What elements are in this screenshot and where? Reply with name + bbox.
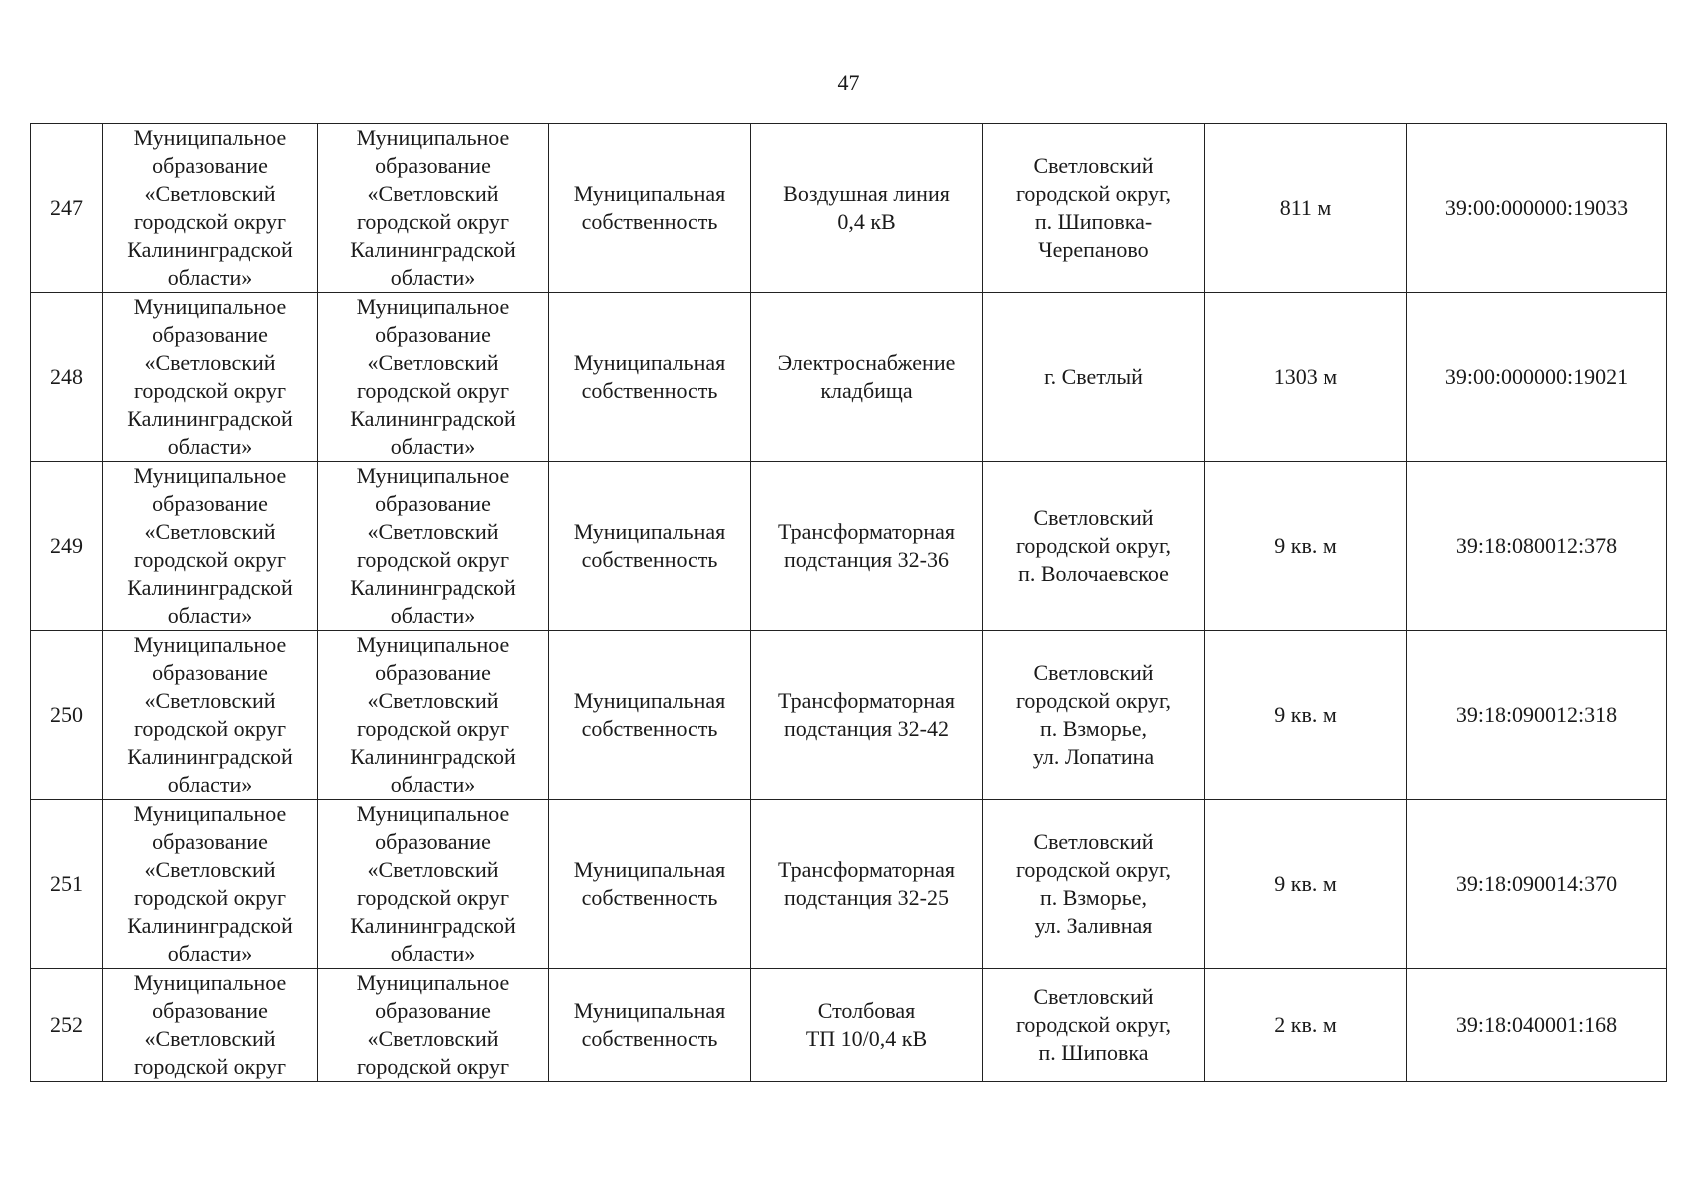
cadastral-number-cell — [1407, 800, 1667, 969]
cadastral-number-cell-text: 39:18:090012:318 — [1455, 702, 1618, 727]
row-number-cell — [31, 800, 103, 969]
cadastral-number-cell-text: 39:00:000000:19033 — [1444, 195, 1629, 220]
ownership-type-cell — [549, 462, 751, 631]
ownership-type-cell-text: Муниципальная собственность — [573, 519, 726, 572]
object-name-cell-text: Электроснабжение кладбища — [777, 350, 956, 403]
size-cell — [1205, 462, 1407, 631]
address-cell-text: Светловский городской округ, п. Взморье, ул. Заливная — [1015, 829, 1172, 938]
address-cell — [983, 969, 1205, 1082]
cadastral-number-cell — [1407, 969, 1667, 1082]
object-name-cell — [751, 462, 983, 631]
size-cell — [1205, 969, 1407, 1082]
ownership-type-cell — [549, 969, 751, 1082]
holder-cell — [103, 800, 318, 969]
owner-cell-text: Муниципальное образование «Светловский городской округ — [356, 970, 510, 1079]
size-cell — [1205, 124, 1407, 293]
holder-cell-text: Муниципальное образование «Светловский городской округ Калининградской области» — [127, 463, 293, 628]
table-row — [31, 969, 1667, 1082]
address-cell — [983, 631, 1205, 800]
owner-cell-text: Муниципальное образование «Светловский городской округ Калининградской области» — [350, 463, 516, 628]
size-cell-text: 9 кв. м — [1274, 702, 1337, 727]
cadastral-number-cell-text: 39:18:090014:370 — [1455, 871, 1618, 896]
cadastral-number-cell-text: 39:18:040001:168 — [1455, 1012, 1618, 1037]
table-row — [31, 462, 1667, 631]
table-row — [31, 293, 1667, 462]
holder-cell — [103, 631, 318, 800]
row-number-cell-text: 249 — [50, 533, 83, 558]
address-cell — [983, 293, 1205, 462]
holder-cell-text: Муниципальное образование «Светловский городской округ — [133, 970, 287, 1079]
cadastral-number-cell — [1407, 293, 1667, 462]
address-cell-text: Светловский городской округ, п. Взморье, ул. Лопатина — [1015, 660, 1172, 769]
holder-cell-text: Муниципальное образование «Светловский городской округ Калининградской области» — [127, 801, 293, 966]
page-number: 47 — [837, 70, 860, 95]
row-number-cell — [31, 631, 103, 800]
row-number-cell — [31, 969, 103, 1082]
row-number-cell-text: 251 — [50, 871, 83, 896]
row-number-cell-text: 248 — [50, 364, 83, 389]
row-number-cell — [31, 293, 103, 462]
ownership-type-cell-text: Муниципальная собственность — [573, 857, 726, 910]
address-cell-text: Светловский городской округ, п. Шиповка- Черепаново — [1015, 153, 1172, 262]
ownership-type-cell-text: Муниципальная собственность — [573, 181, 726, 234]
owner-cell-text: Муниципальное образование «Светловский городской округ Калининградской области» — [350, 125, 516, 290]
address-cell — [983, 800, 1205, 969]
size-cell — [1205, 631, 1407, 800]
size-cell — [1205, 800, 1407, 969]
address-cell-text: Светловский городской округ, п. Шиповка — [1015, 984, 1172, 1065]
table-row — [31, 124, 1667, 293]
object-name-cell — [751, 293, 983, 462]
holder-cell-text: Муниципальное образование «Светловский городской округ Калининградской области» — [127, 632, 293, 797]
size-cell-text: 811 м — [1279, 195, 1332, 220]
size-cell-text: 9 кв. м — [1274, 533, 1337, 558]
cadastral-number-cell — [1407, 124, 1667, 293]
ownership-type-cell-text: Муниципальная собственность — [573, 688, 726, 741]
row-number-cell-text: 252 — [50, 1012, 83, 1037]
object-name-cell-text: Столбовая ТП 10/0,4 кВ — [805, 998, 928, 1051]
ownership-type-cell-text: Муниципальная собственность — [573, 998, 726, 1051]
holder-cell — [103, 969, 318, 1082]
row-number-cell — [31, 462, 103, 631]
size-cell-text: 2 кв. м — [1274, 1012, 1337, 1037]
owner-cell — [318, 462, 549, 631]
owner-cell-text: Муниципальное образование «Светловский городской округ Калининградской области» — [350, 801, 516, 966]
row-number-cell-text: 247 — [50, 195, 83, 220]
registry-table — [30, 123, 1667, 1082]
size-cell-text: 9 кв. м — [1274, 871, 1337, 896]
address-cell-text: Светловский городской округ, п. Волочаевское — [1015, 505, 1172, 586]
ownership-type-cell — [549, 124, 751, 293]
owner-cell-text: Муниципальное образование «Светловский городской округ Калининградской области» — [350, 632, 516, 797]
owner-cell — [318, 293, 549, 462]
cadastral-number-cell — [1407, 631, 1667, 800]
address-cell — [983, 462, 1205, 631]
ownership-type-cell — [549, 800, 751, 969]
table-row — [31, 800, 1667, 969]
holder-cell-text: Муниципальное образование «Светловский городской округ Калининградской области» — [127, 125, 293, 290]
owner-cell — [318, 800, 549, 969]
object-name-cell — [751, 631, 983, 800]
registry-body — [31, 124, 1667, 1082]
cadastral-number-cell — [1407, 462, 1667, 631]
holder-cell-text: Муниципальное образование «Светловский городской округ Калининградской области» — [127, 294, 293, 459]
address-cell-text: г. Светлый — [1044, 364, 1143, 389]
object-name-cell — [751, 800, 983, 969]
owner-cell — [318, 124, 549, 293]
row-number-cell-text: 250 — [50, 702, 83, 727]
holder-cell — [103, 462, 318, 631]
size-cell — [1205, 293, 1407, 462]
owner-cell — [318, 631, 549, 800]
object-name-cell-text: Трансформаторная подстанция 32-25 — [777, 857, 956, 910]
object-name-cell — [751, 124, 983, 293]
owner-cell-text: Муниципальное образование «Светловский городской округ Калининградской области» — [350, 294, 516, 459]
ownership-type-cell — [549, 631, 751, 800]
object-name-cell-text: Трансформаторная подстанция 32-42 — [777, 688, 956, 741]
cadastral-number-cell-text: 39:18:080012:378 — [1455, 533, 1618, 558]
address-cell — [983, 124, 1205, 293]
holder-cell — [103, 293, 318, 462]
ownership-type-cell — [549, 293, 751, 462]
table-row — [31, 631, 1667, 800]
row-number-cell — [31, 124, 103, 293]
object-name-cell-text: Воздушная линия 0,4 кВ — [783, 181, 950, 234]
object-name-cell — [751, 969, 983, 1082]
ownership-type-cell-text: Муниципальная собственность — [573, 350, 726, 403]
holder-cell — [103, 124, 318, 293]
object-name-cell-text: Трансформаторная подстанция 32-36 — [777, 519, 956, 572]
cadastral-number-cell-text: 39:00:000000:19021 — [1444, 364, 1629, 389]
owner-cell — [318, 969, 549, 1082]
size-cell-text: 1303 м — [1273, 364, 1338, 389]
